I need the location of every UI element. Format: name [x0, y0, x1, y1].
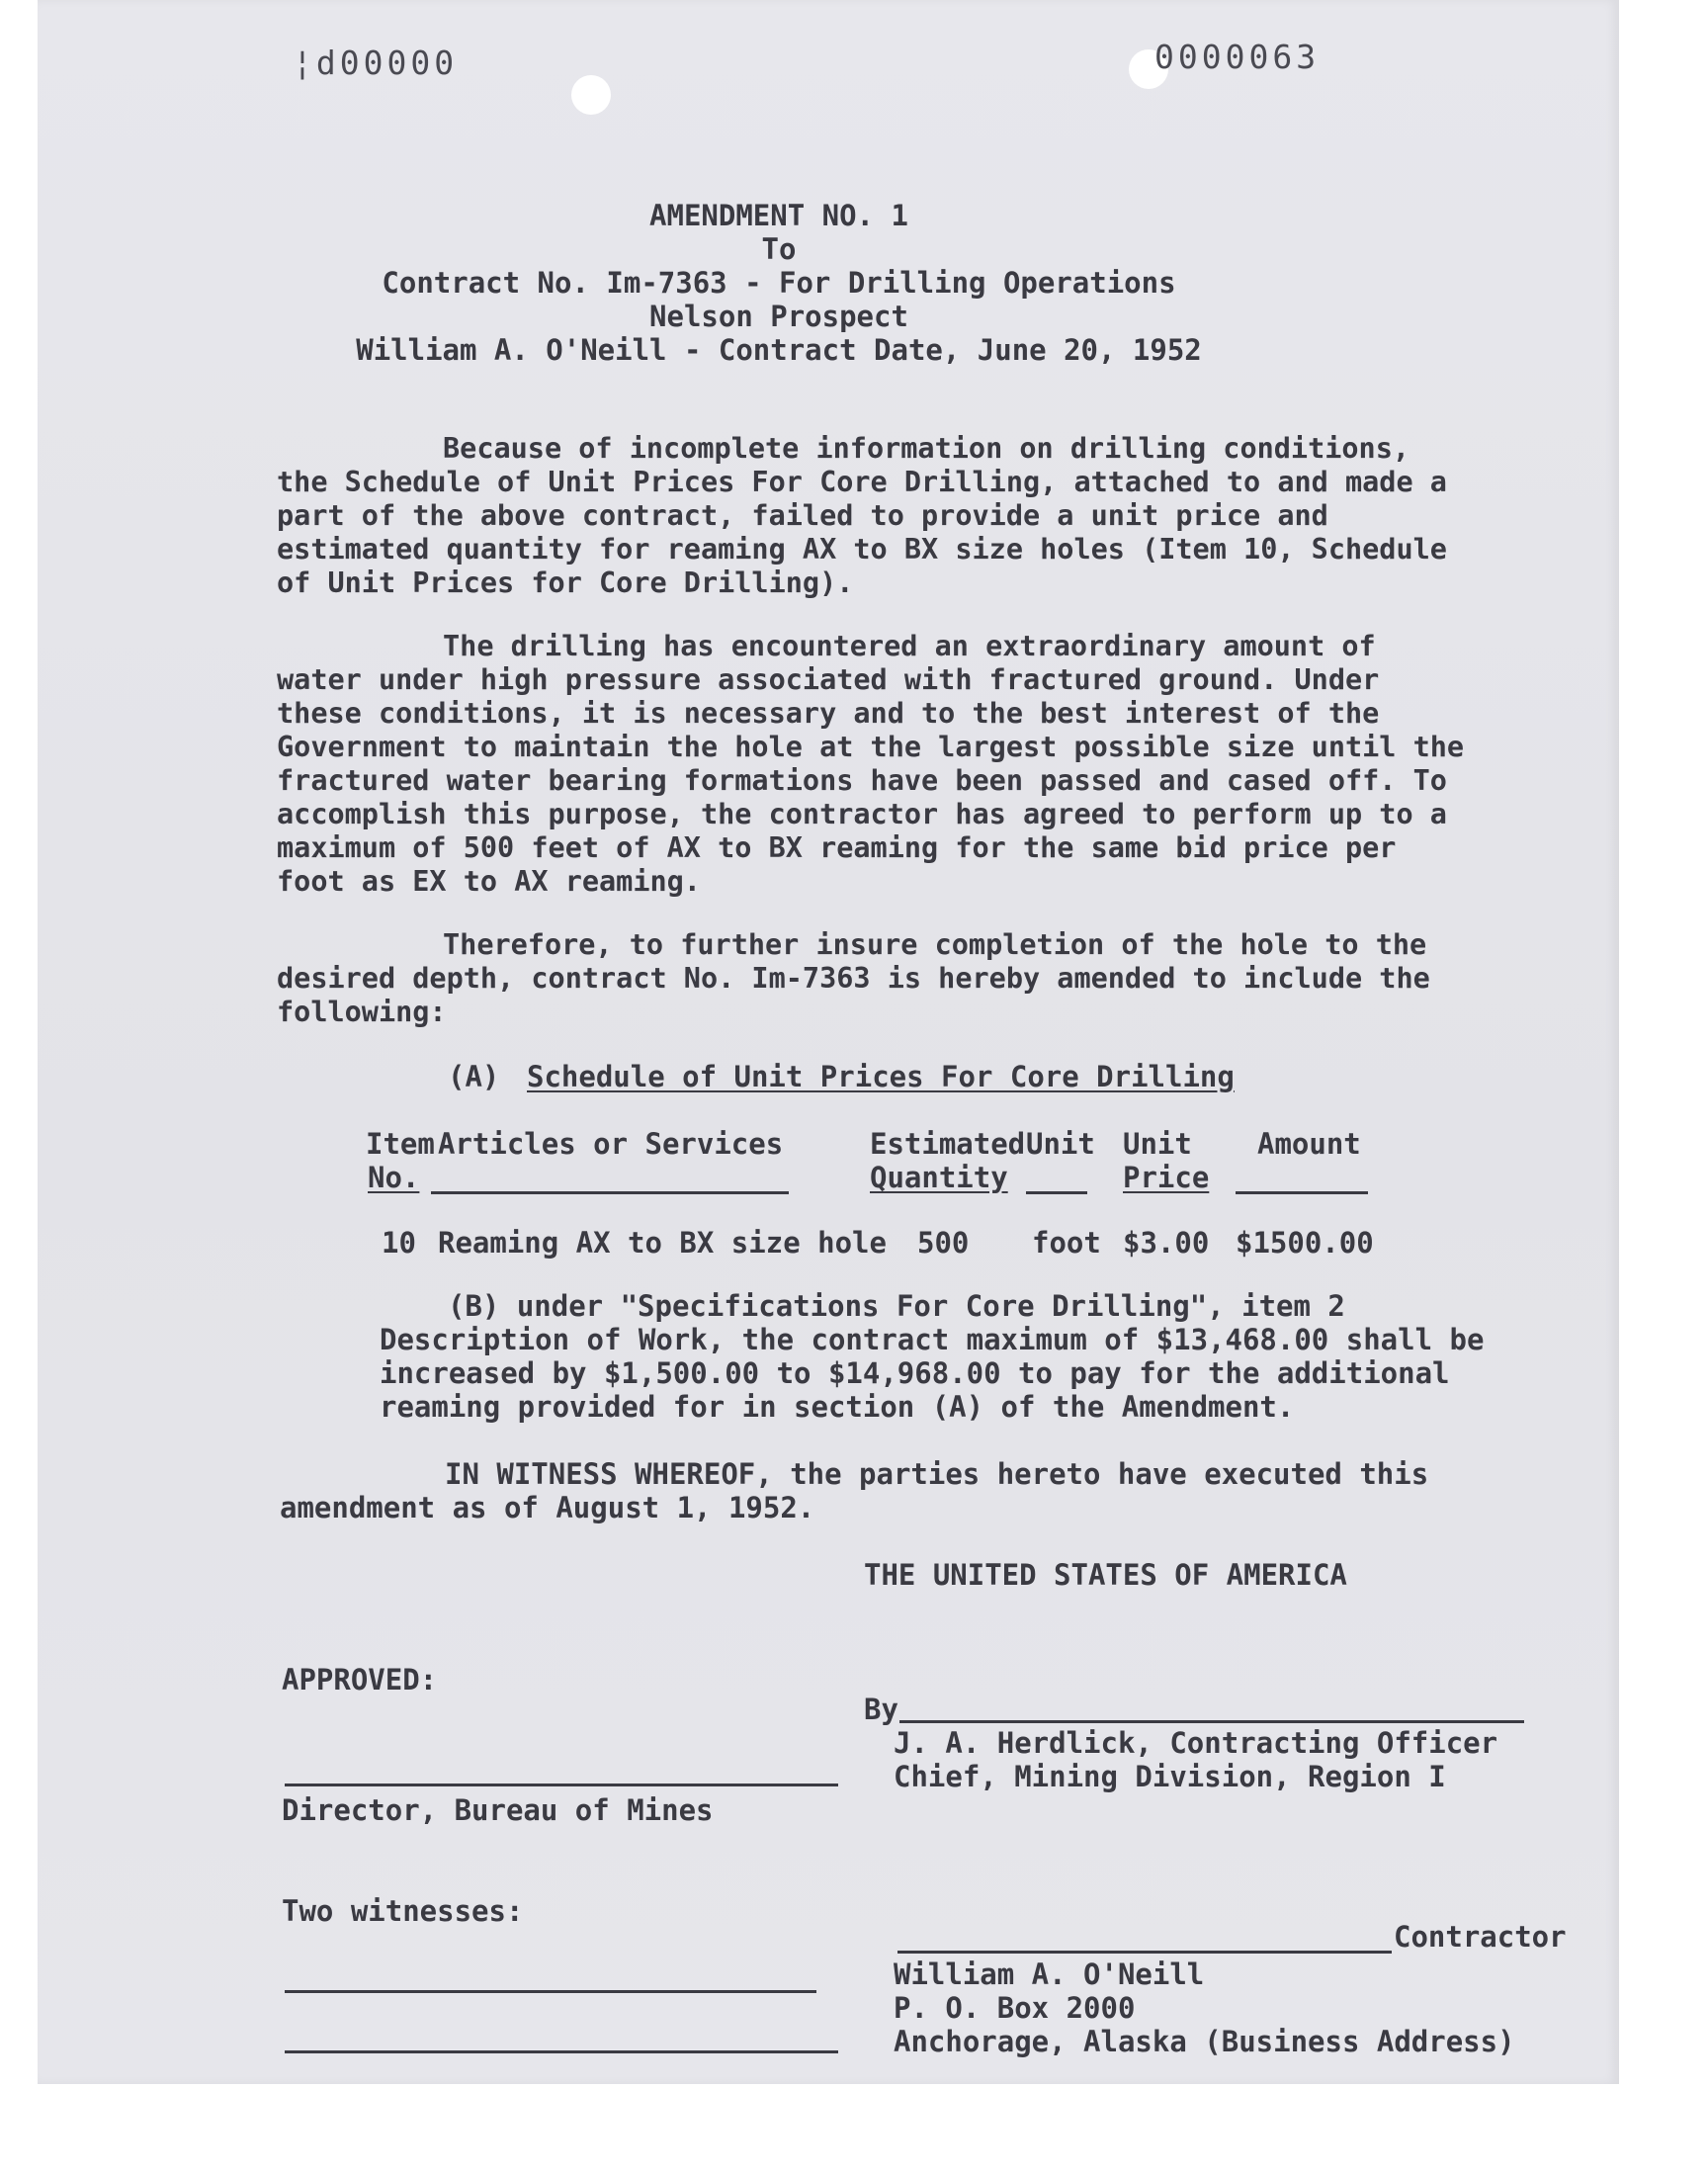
witness-line1: IN WITNESS WHEREOF, the parties hereto have executed this [445, 1457, 1429, 1491]
header-unit-price: Unit [1123, 1127, 1192, 1161]
cell-item: 10 [382, 1226, 416, 1260]
officer-name: J. A. Herdlick, Contracting Officer [894, 1726, 1498, 1760]
cell-article: Reaming AX to BX size hole [438, 1226, 887, 1260]
header-amount: Amount [1257, 1127, 1361, 1161]
officer-title: Chief, Mining Division, Region I [894, 1760, 1446, 1793]
amendment-title: AMENDMENT NO. 1 [649, 199, 908, 232]
section-b-line1: (B) under "Specifications For Core Drilling", item 2 [448, 1289, 1345, 1323]
punch-hole [571, 75, 611, 115]
header-item-no: No. [368, 1161, 420, 1194]
header-amount-rule [1236, 1191, 1368, 1194]
approved-label: APPROVED: [282, 1663, 438, 1696]
section-b-line3: increased by $1,500.00 to $14,968.00 to pay for the additional [380, 1356, 1450, 1390]
contractor-box: P. O. Box 2000 [894, 1991, 1136, 2025]
section-a-title: Schedule of Unit Prices For Core Drilling [527, 1060, 1235, 1093]
section-b-line4: reaming provided for in section (A) of the Amendment. [380, 1390, 1295, 1424]
header-price: Price [1123, 1161, 1210, 1194]
header-unit-rule [1026, 1191, 1087, 1194]
cell-qty: 500 [917, 1226, 970, 1260]
header-articles: Articles or Services [438, 1127, 784, 1161]
section-b-line2: Description of Work, the contract maximum of $13,468.00 shall be [380, 1323, 1485, 1356]
paragraph-3: Therefore, to further insure completion of the hole to the desired depth, contract No. Im-7363 is hereby amended to include the following: [277, 928, 1430, 1028]
director-label: Director, Bureau of Mines [282, 1793, 714, 1827]
stamp-left: ¦d00000 [293, 44, 459, 82]
by-label: By [864, 1693, 898, 1726]
contractor-signature-line [897, 1951, 1392, 1954]
stamp-right: 0000063 [1154, 38, 1321, 76]
header-unit: Unit [1026, 1127, 1095, 1161]
contractor-name: William A. O'Neill [894, 1958, 1205, 1991]
section-a-label: (A) [448, 1060, 500, 1093]
witness-signature-line-2 [285, 2050, 838, 2053]
cell-unit: foot [1032, 1226, 1101, 1260]
header-estimated: Estimated [870, 1127, 1026, 1161]
cell-price: $3.00 [1123, 1226, 1210, 1260]
director-signature-line [285, 1784, 838, 1786]
officer-signature-line [899, 1720, 1524, 1723]
header-to: To [761, 232, 797, 266]
header-item: Item [366, 1127, 435, 1161]
two-witnesses-label: Two witnesses: [282, 1894, 524, 1928]
header-articles-rule [431, 1191, 789, 1194]
contract-date-line: William A. O'Neill - Contract Date, June 20, 1952 [356, 333, 1202, 367]
contract-line: Contract No. Im-7363 - For Drilling Operations [382, 266, 1176, 300]
header-quantity: Quantity [870, 1161, 1008, 1194]
paragraph-1: Because of incomplete information on drilling conditions, the Schedule of Unit Prices For Core Drilling, attached to and made a part of the above contract, failed to provide a unit price and estimated quantity for reaming AX to BX size holes (Item 10, Schedule of Unit Prices for Core Drilling). [277, 432, 1447, 599]
prospect-line: Nelson Prospect [649, 300, 908, 333]
paragraph-2: The drilling has encountered an extraordinary amount of water under high pressure associated with fractured ground. Under these conditions, it is necessary and to the best interest of the Government to maintain the hole at the largest possible size until the fractured water bearing formations have been passed and cased off. To accomplish this purpose, the contractor has agreed to perform up to a maximum of 500 feet of AX to BX reaming for the same bid price per foot as EX to AX reaming. [277, 630, 1465, 898]
document-page [38, 0, 1619, 2084]
contractor-address: Anchorage, Alaska (Business Address) [894, 2025, 1515, 2058]
usa-heading: THE UNITED STATES OF AMERICA [864, 1558, 1347, 1592]
witness-line2: amendment as of August 1, 1952. [280, 1491, 815, 1524]
witness-signature-line-1 [285, 1990, 816, 1993]
cell-amount: $1500.00 [1236, 1226, 1374, 1260]
contractor-label: Contractor [1394, 1920, 1567, 1954]
